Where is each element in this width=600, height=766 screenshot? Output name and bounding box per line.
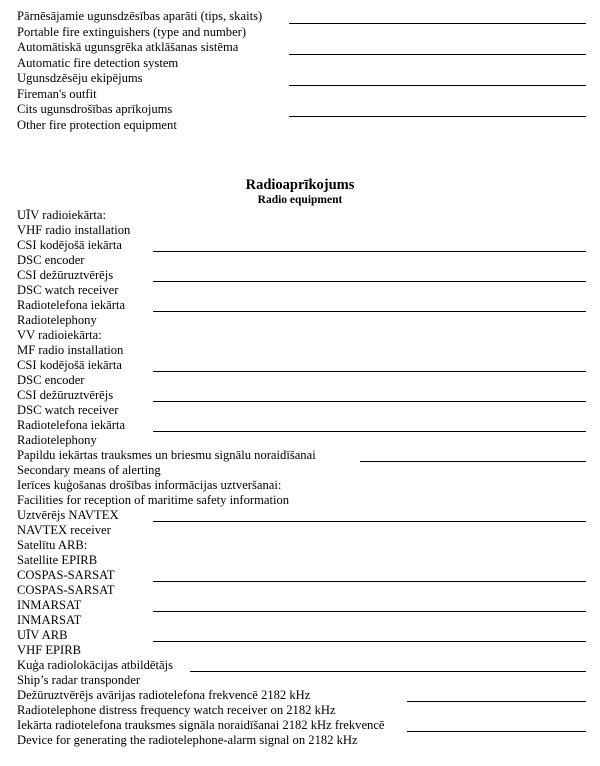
watch-2182-label-lv: Dežūruztvērējs avārijas radiotelefona frekvencē 2182 kHz xyxy=(17,688,311,702)
vhf-dsc-encoder-field[interactable] xyxy=(153,251,586,252)
vhf-epirb-field[interactable] xyxy=(153,641,586,642)
vhf-dsc-watch-field[interactable] xyxy=(153,281,586,282)
mf-heading-lv: VV radioiekārta: xyxy=(17,328,102,342)
cospas-sarsat-label-en: COSPAS-SARSAT xyxy=(17,583,115,597)
other-fire-equipment-label-en: Other fire protection equipment xyxy=(17,118,177,132)
alarm-2182-label-en: Device for generating the radiotelephone-alarm signal on 2182 kHz xyxy=(17,733,358,747)
mf-radiotelephony-label-lv: Radiotelefona iekārta xyxy=(17,418,126,432)
satellite-epirb-heading-en: Satellite EPIRB xyxy=(17,553,98,567)
alarm-2182-field[interactable] xyxy=(407,731,586,732)
vhf-epirb-label-en: VHF EPIRB xyxy=(17,643,82,657)
fireman-outfit-label-lv: Ugunsdzēsēju ekipējums xyxy=(17,71,143,85)
mf-dsc-watch-label-lv: CSI dežūruztvērējs xyxy=(17,388,114,402)
secondary-alerting-label-en: Secondary means of alerting xyxy=(17,463,161,477)
vhf-heading-en: VHF radio installation xyxy=(17,223,131,237)
mf-dsc-encoder-field[interactable] xyxy=(153,371,586,372)
vhf-heading-lv: UĪV radioiekārta: xyxy=(17,208,106,222)
secondary-alerting-label-lv: Papildu iekārtas trauksmes un briesmu signālu noraidīšanai xyxy=(17,448,316,462)
mf-dsc-watch-field[interactable] xyxy=(153,401,586,402)
fire-detection-label-lv: Automātiskā ugunsgrēka atklāšanas sistēma xyxy=(17,40,239,54)
vhf-dsc-encoder-label-en: DSC encoder xyxy=(17,253,85,267)
vhf-epirb-label-lv: UĪV ARB xyxy=(17,628,68,642)
mf-dsc-watch-label-en: DSC watch receiver xyxy=(17,403,119,417)
radio-section-title-en: Radio equipment xyxy=(257,194,343,206)
fire-detection-field[interactable] xyxy=(289,54,586,55)
msi-heading-en: Facilities for reception of maritime safety information xyxy=(17,493,290,507)
mf-radiotelephony-field[interactable] xyxy=(153,431,586,432)
fire-detection-label-en: Automatic fire detection system xyxy=(17,56,179,70)
vhf-radiotelephony-label-en: Radiotelephony xyxy=(17,313,97,327)
msi-heading-lv: Ierīces kuģošanas drošības informācijas uztveršanai: xyxy=(17,478,282,492)
portable-extinguishers-field[interactable] xyxy=(289,23,586,24)
vhf-dsc-encoder-label-lv: CSI kodējošā iekārta xyxy=(17,238,122,252)
fireman-outfit-label-en: Fireman's outfit xyxy=(17,87,97,101)
radar-transponder-label-en: Ship’s radar transponder xyxy=(17,673,141,687)
mf-dsc-encoder-label-lv: CSI kodējošā iekārta xyxy=(17,358,122,372)
radar-transponder-field[interactable] xyxy=(190,671,586,672)
cospas-sarsat-label-lv: COSPAS-SARSAT xyxy=(17,568,115,582)
satellite-epirb-heading-lv: Satelītu ARB: xyxy=(17,538,88,552)
vhf-radiotelephony-label-lv: Radiotelefona iekārta xyxy=(17,298,126,312)
vhf-dsc-watch-label-en: DSC watch receiver xyxy=(17,283,119,297)
alarm-2182-label-lv: Iekārta radiotelefona trauksmes signāla noraidīšanai 2182 kHz frekvencē xyxy=(17,718,385,732)
navtex-field[interactable] xyxy=(153,521,586,522)
fireman-outfit-field[interactable] xyxy=(289,85,586,86)
other-fire-equipment-field[interactable] xyxy=(289,116,586,117)
inmarsat-label-en: INMARSAT xyxy=(17,613,82,627)
watch-2182-field[interactable] xyxy=(407,701,586,702)
mf-heading-en: MF radio installation xyxy=(17,343,124,357)
secondary-alerting-field[interactable] xyxy=(360,461,586,462)
mf-dsc-encoder-label-en: DSC encoder xyxy=(17,373,85,387)
navtex-label-en: NAVTEX receiver xyxy=(17,523,111,537)
portable-extinguishers-label-lv: Pārnēsājamie ugunsdzēsības aparāti (tips, skaits) xyxy=(17,9,263,23)
cospas-sarsat-field[interactable] xyxy=(153,581,586,582)
navtex-label-lv: Uztvērējs NAVTEX xyxy=(17,508,119,522)
watch-2182-label-en: Radiotelephone distress frequency watch receiver on 2182 kHz xyxy=(17,703,336,717)
inmarsat-field[interactable] xyxy=(153,611,586,612)
radar-transponder-label-lv: Kuģa radiolokācijas atbildētājs xyxy=(17,658,173,672)
mf-radiotelephony-label-en: Radiotelephony xyxy=(17,433,97,447)
radio-section-title-lv: Radioaprīkojums xyxy=(245,177,355,193)
inmarsat-label-lv: INMARSAT xyxy=(17,598,82,612)
vhf-radiotelephony-field[interactable] xyxy=(153,311,586,312)
portable-extinguishers-label-en: Portable fire extinguishers (type and number) xyxy=(17,25,247,39)
vhf-dsc-watch-label-lv: CSI dežūruztvērējs xyxy=(17,268,114,282)
other-fire-equipment-label-lv: Cits ugunsdrošības aprīkojums xyxy=(17,102,173,116)
